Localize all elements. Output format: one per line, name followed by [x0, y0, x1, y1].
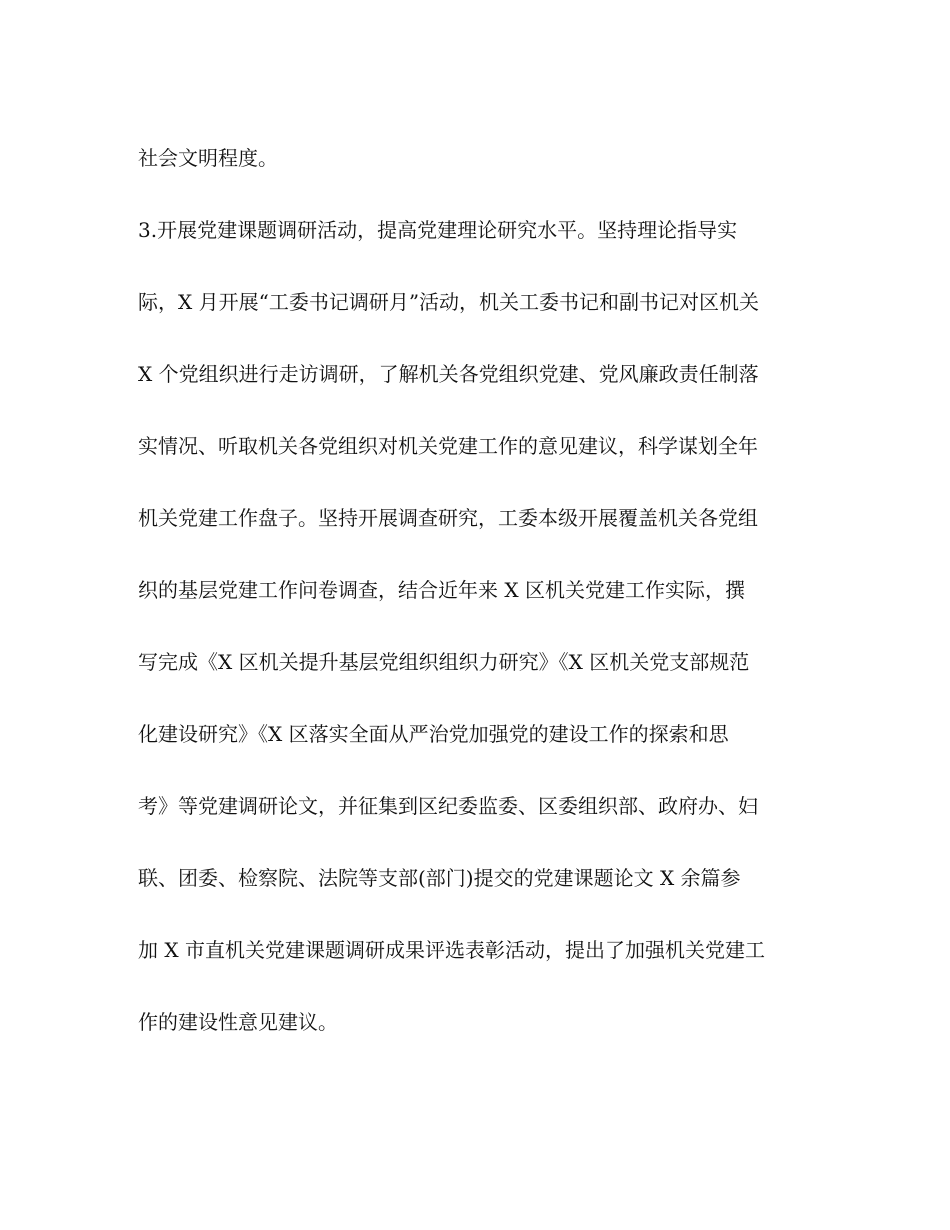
text-line: 写完成《X 区机关提升基层党组织组织力研究》《X 区机关党支部规范 [138, 650, 750, 674]
document-body [138, 134, 828, 1070]
text-line: 联、团委、检察院、法院等支部(部门)提交的党建课题论文 X 余篇参 [138, 866, 741, 890]
text-line: 社会文明程度。 [138, 146, 278, 170]
text-line: 织的基层党建工作问卷调查，结合近年来 X 区机关党建工作实际，撰 [138, 578, 745, 602]
text-line: 作的建设性意见建议。 [138, 1010, 338, 1034]
text-line: 化建设研究》《X 区落实全面从严治党加强党的建设工作的探索和思 [138, 722, 729, 746]
text-line: 际，X 月开展“工委书记调研月”活动，机关工委书记和副书记对区机关 [138, 290, 760, 314]
text-line: X 个党组织进行走访调研，了解机关各党组织党建、党风廉政责任制落 [138, 362, 759, 386]
text-line: 实情况、听取机关各党组织对机关党建工作的意见建议，科学谋划全年 [138, 434, 758, 458]
text-line: 加 X 市直机关党建课题调研成果评选表彰活动，提出了加强机关党建工 [138, 938, 765, 962]
text-line: 3.开展党建课题调研活动，提高党建理论研究水平。坚持理论指导实 [138, 218, 738, 242]
text-line: 机关党建工作盘子。坚持开展调查研究，工委本级开展覆盖机关各党组 [138, 506, 758, 530]
text-line: 考》等党建调研论文，并征集到区纪委监委、区委组织部、政府办、妇 [138, 794, 758, 818]
